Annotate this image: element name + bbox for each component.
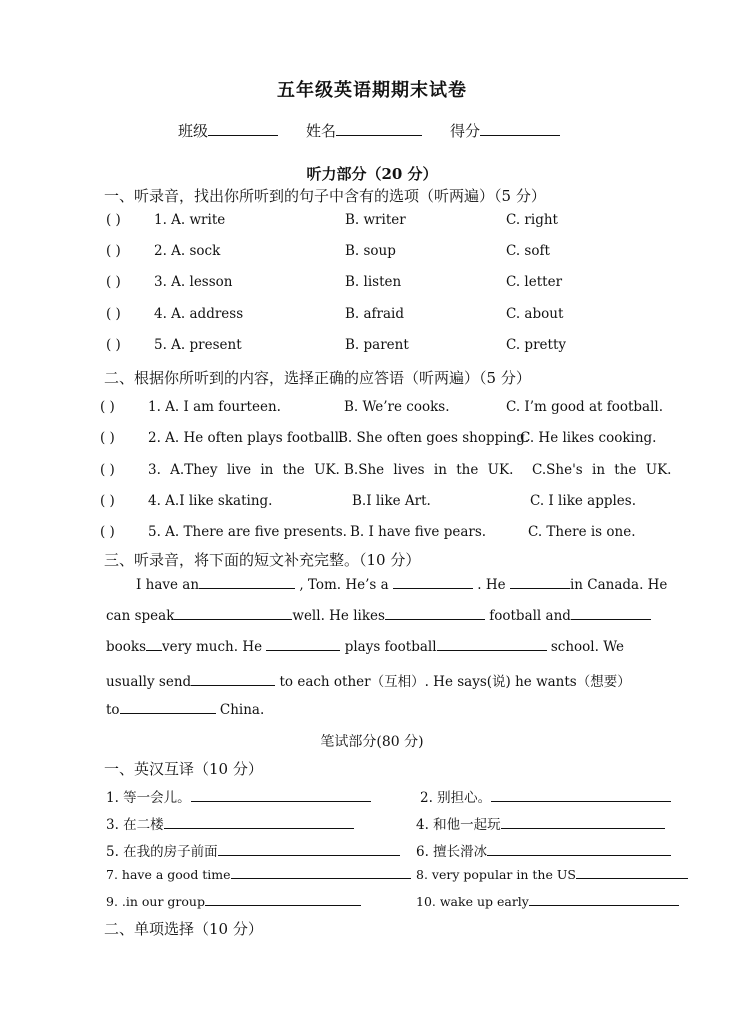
passage-text: China. — [219, 702, 265, 718]
translation-prompt: 2. 别担心。 — [420, 790, 492, 806]
translation-item — [416, 840, 671, 860]
fill-blank[interactable] — [174, 607, 292, 620]
answer-paren[interactable]: ( ) — [100, 430, 115, 446]
option-c: C. right — [506, 212, 558, 228]
translation-prompt: 4. 和他一起玩 — [416, 817, 501, 833]
translation-prompt: 3. 在二楼 — [106, 817, 164, 833]
option-a: 3. A. lesson — [154, 274, 233, 290]
option-a: 2. A. sock — [154, 243, 221, 259]
passage-text: can speak — [106, 608, 175, 624]
class-field[interactable] — [178, 120, 278, 141]
answer-paren[interactable]: ( ) — [106, 337, 121, 353]
translation-prompt: 6. 擅长滑冰 — [416, 844, 488, 860]
translation-item — [420, 786, 671, 806]
translation-item — [416, 893, 679, 909]
option-c: C. letter — [506, 274, 563, 290]
answer-line[interactable] — [205, 893, 361, 906]
option-a: 4. A. address — [154, 306, 244, 322]
option-c: C. He likes cooking. — [520, 430, 657, 446]
option-c: C. There is one. — [528, 524, 636, 540]
passage-text: . He — [477, 577, 506, 593]
translation-item — [416, 813, 665, 833]
passage-text: to — [106, 702, 120, 718]
answer-paren[interactable]: ( ) — [106, 306, 121, 322]
passage-line-2 — [106, 607, 651, 624]
option-b: B. writer — [345, 212, 406, 228]
passage-text: books — [106, 639, 147, 655]
option-b: B. soup — [345, 243, 396, 259]
listening-part1-heading: 一、听录音，找出你所听到的句子中含有的选项（听两遍）（5 分） — [104, 187, 546, 205]
translation-prompt: 9. .in our group — [106, 894, 205, 909]
passage-text: plays football — [344, 639, 437, 655]
answer-paren[interactable]: ( ) — [100, 524, 115, 540]
translation-item — [106, 893, 361, 909]
option-c: C. I like apples. — [530, 493, 637, 509]
answer-paren[interactable]: ( ) — [106, 212, 121, 228]
name-label: 姓名 — [306, 122, 337, 140]
option-b: B. afraid — [345, 306, 405, 322]
name-blank[interactable] — [336, 121, 422, 136]
fill-blank[interactable] — [510, 576, 570, 589]
translation-item — [106, 813, 354, 833]
option-b: B. parent — [345, 337, 409, 353]
score-label: 得分 — [450, 122, 481, 140]
option-c: C.She's in the UK. — [532, 462, 672, 478]
translation-item — [106, 786, 371, 806]
score-field[interactable] — [450, 120, 560, 141]
option-c: C. about — [506, 306, 564, 322]
translation-item — [106, 840, 400, 860]
passage-text: in Canada. He — [569, 577, 668, 593]
answer-line[interactable] — [218, 843, 400, 856]
listening-header: 听力部分（20 分） — [306, 165, 438, 183]
answer-line[interactable] — [491, 789, 671, 802]
option-a: 5. A. present — [154, 337, 242, 353]
option-a: 1. A. write — [154, 212, 226, 228]
written-part1-heading: 一、英汉互译（10 分） — [104, 760, 263, 778]
answer-line[interactable] — [501, 816, 665, 829]
option-b: B. I have five pears. — [350, 524, 487, 540]
option-a: 4. A.I like skating. — [148, 493, 273, 509]
passage-text: , Tom. He’s a — [299, 577, 389, 593]
translation-prompt: 10. wake up early — [416, 894, 529, 909]
option-c: C. pretty — [506, 337, 566, 353]
passage-text: school. We — [550, 639, 624, 655]
class-blank[interactable] — [208, 121, 278, 136]
passage-line-3 — [106, 638, 624, 655]
fill-blank[interactable] — [437, 638, 547, 651]
listening-part3-heading: 三、听录音，将下面的短文补充完整。（10 分） — [104, 551, 421, 569]
option-a: 3. A.They live in the UK. — [148, 462, 340, 478]
option-a: 5. A. There are five presents. — [148, 524, 347, 540]
option-b: B. She often goes shopping. — [338, 430, 530, 446]
answer-line[interactable] — [529, 893, 679, 906]
fill-blank[interactable] — [146, 638, 162, 651]
answer-line[interactable] — [164, 816, 354, 829]
option-b: B.I like Art. — [352, 493, 431, 509]
answer-line[interactable] — [191, 789, 371, 802]
passage-text: well. He likes — [292, 608, 385, 624]
class-label: 班级 — [178, 122, 209, 140]
passage-text: usually send — [106, 674, 192, 690]
option-c: C. I’m good at football. — [506, 399, 664, 415]
answer-paren[interactable]: ( ) — [100, 462, 115, 478]
listening-part2-heading: 二、根据你所听到的内容，选择正确的应答语（听两遍）（5 分） — [104, 369, 531, 387]
answer-paren[interactable]: ( ) — [100, 399, 115, 415]
translation-item — [416, 866, 688, 882]
name-field[interactable] — [306, 120, 422, 141]
passage-line-5 — [106, 701, 264, 718]
fill-blank[interactable] — [385, 607, 485, 620]
passage-text: to each other（互相）. He says(说) he wants（想要） — [279, 674, 631, 690]
translation-prompt: 8. very popular in the US — [416, 867, 576, 882]
fill-blank[interactable] — [571, 607, 651, 620]
answer-paren[interactable]: ( ) — [106, 274, 121, 290]
answer-line[interactable] — [576, 866, 688, 879]
answer-paren[interactable]: ( ) — [100, 493, 115, 509]
translation-prompt: 5. 在我的房子前面 — [106, 844, 218, 860]
option-a: 2. A. He often plays football. — [148, 430, 344, 446]
fill-blank[interactable] — [191, 673, 275, 686]
option-b: B. We’re cooks. — [344, 399, 450, 415]
answer-line[interactable] — [231, 866, 411, 879]
written-header: 笔试部分(80 分) — [320, 734, 424, 750]
translation-item — [106, 866, 411, 882]
page-title: 五年级英语期期末试卷 — [277, 80, 467, 101]
passage-text: I have an — [136, 577, 200, 593]
option-a: 1. A. I am fourteen. — [148, 399, 281, 415]
answer-line[interactable] — [487, 843, 671, 856]
passage-text: football and — [489, 608, 571, 624]
translation-prompt: 1. 等一会儿。 — [106, 790, 191, 806]
passage-line-4 — [106, 670, 631, 690]
passage-text: very much. He — [162, 639, 263, 655]
passage-line-1 — [136, 576, 667, 593]
score-blank[interactable] — [480, 121, 560, 136]
fill-blank[interactable] — [393, 576, 473, 589]
fill-blank[interactable] — [120, 701, 216, 714]
option-b: B.She lives in the UK. — [344, 462, 514, 478]
translation-prompt: 7. have a good time — [106, 867, 231, 882]
fill-blank[interactable] — [266, 638, 340, 651]
option-b: B. listen — [345, 274, 402, 290]
fill-blank[interactable] — [199, 576, 295, 589]
option-c: C. soft — [506, 243, 550, 259]
answer-paren[interactable]: ( ) — [106, 243, 121, 259]
written-part2-heading: 二、单项选择（10 分） — [104, 920, 263, 938]
